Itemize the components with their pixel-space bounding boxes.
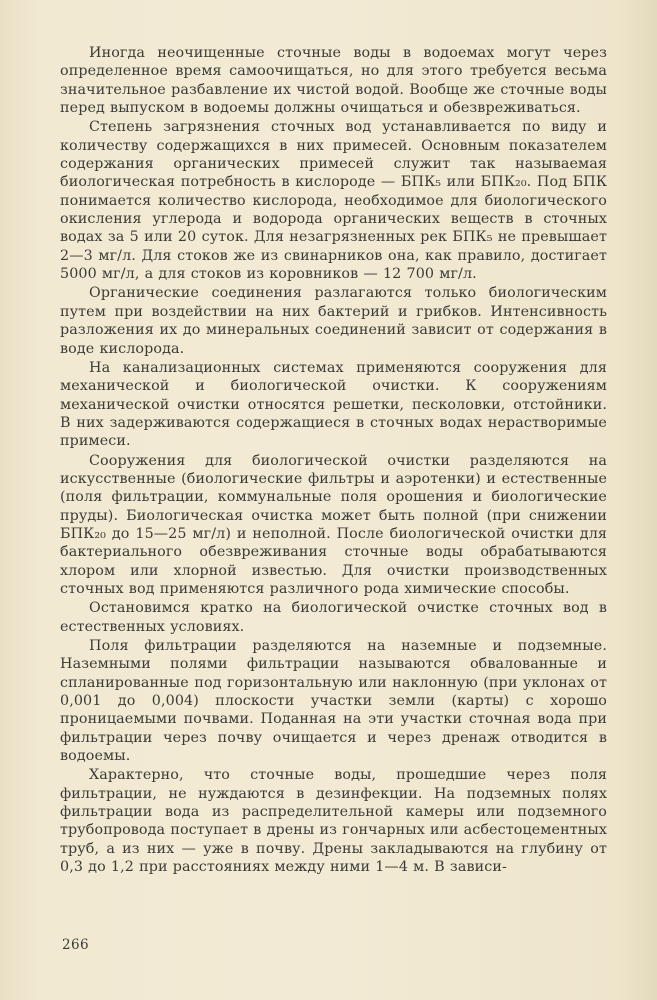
paragraph-pollution-degree-bod: Степень загрязнения сточных вод устанавливается по виду и количеству содержащихся в них примесей. Основным показателем содержания органических примесей служит так называемая биологическая потребность в кислороде — БПК₅ или БПК₂₀. Под БПК понимается количество кислорода, необходимое для биологического окисления углерода и водорода органических веществ в сточных водах за 5 или 20 суток. Для незагрязненных рек БПК₅ не превышает 2—3 мг/л. Для стоков же из свинарников она, как правило, достигает 5000 мг/л, а для стоков из коровников — 12 700 мг/л. xyxy=(60,119,607,283)
paragraph-self-purification: Иногда неочищенные сточные воды в водоемах могут через определенное время самоочищаться, но для этого требуется весьма значительное разбавление их чистой водой. Вообще же сточные воды перед выпуском в водоемы должны очищаться и обезвреживаться. xyxy=(60,45,607,117)
paragraph-mechanical-treatment: На канализационных системах применяются сооружения для механической и биологической очистки. К сооружениям механической очистки относятся решетки, песколовки, отстойники. В них задерживаются содержащиеся в сточных водах нерастворимые примеси. xyxy=(60,359,607,450)
page-text-body xyxy=(60,44,607,876)
paragraph-natural-conditions-intro: Остановимся кратко на биологической очистке сточных вод в естественных условиях. xyxy=(60,600,607,635)
paragraph-underground-fields: Характерно, что сточные воды, прошедшие через поля фильтрации, не нуждаются в дезинфекции. На подземных полях фильтрации вода из распределительной камеры или подземного трубопровода поступает в дрены из гончарных или асбестоцементных труб, а из них — уже в почву. Дрены закладываются на глубину от 0,3 до 1,2 при расстояниях между ними 1—4 м. В зависи- xyxy=(60,767,607,876)
paragraph-filtration-fields: Поля фильтрации разделяются на наземные и подземные. Наземными полями фильтрации называются обвалованные и спланированные под горизонтальную или наклонную (при уклонах от 0,001 до 0,004) плоскости участки земли (карты) с хорошо проницаемыми почвами. Поданная на эти участки сточная вода при фильтрации через почву очищается и через дренаж отводится в водоемы. xyxy=(60,638,607,765)
paragraph-organic-decomposition: Органические соединения разлагаются только биологическим путем при воздействии на них бактерий и грибков. Интенсивность разложения их до минеральных соединений зависит от содержания в воде кислорода. xyxy=(60,285,607,357)
paragraph-biological-treatment: Сооружения для биологической очистки разделяются на искусственные (биологические фильтры и аэротенки) и естественные (поля фильтрации, коммунальные поля орошения и биологические пруды). Биологическая очистка может быть полной (при снижении БПК₂₀ до 15—25 мг/л) и неполной. После биологической очистки для бактериального обезвреживания сточные воды обрабатываются хлором или хлорной известью. Для очистки производственных сточных вод применяются различного рода химические способы. xyxy=(60,452,607,597)
page-number: 266 xyxy=(62,937,89,953)
